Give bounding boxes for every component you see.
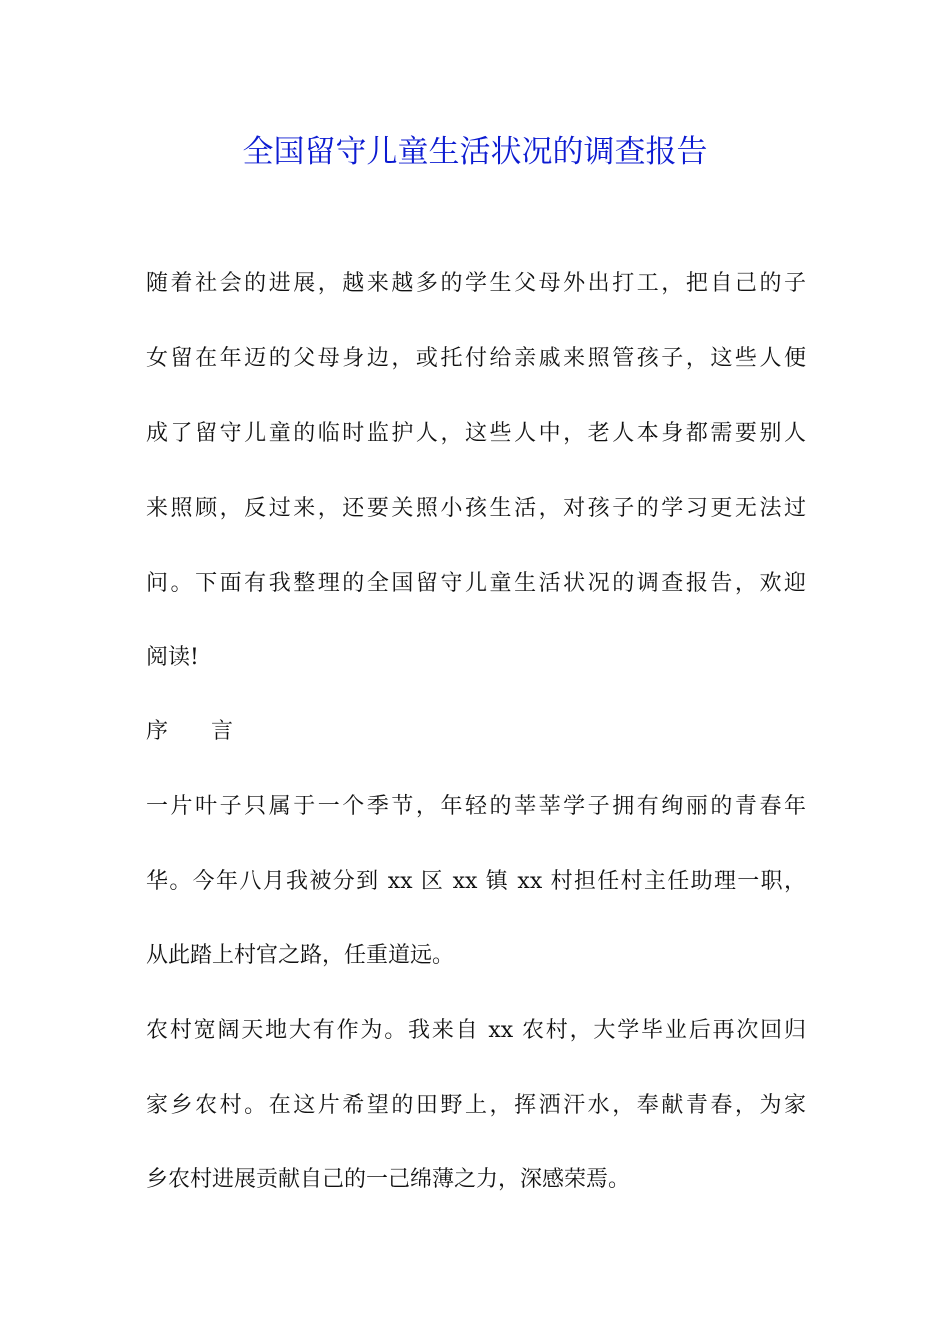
paragraph-line: 一片叶子只属于一个季节，年轻的莘莘学子拥有绚丽的青春年 [146,794,806,819]
document-title: 全国留守儿童生活状况的调查报告 [242,134,708,170]
paragraph-line: 来照顾，反过来，还要关照小孩生活，对孩子的学习更无法过 [146,496,806,521]
paragraph-line: 华。今年八月我被分到 xx 区 xx 镇 xx 村担任村主任助理一职， [146,869,806,894]
paragraph-line: 成了留守儿童的临时监护人，这些人中，老人本身都需要别人 [146,421,806,446]
section-heading: 序 言 [146,719,251,744]
paragraph-line: 问。下面有我整理的全国留守儿童生活状况的调查报告，欢迎 [146,571,806,596]
paragraph-line: 女留在年迈的父母身边，或托付给亲戚来照管孩子，这些人便 [146,346,806,371]
paragraph-line: 阅读! [146,645,199,670]
paragraph-line: 随着社会的进展，越来越多的学生父母外出打工，把自己的子 [146,271,806,296]
paragraph-line: 乡农村进展贡献自己的一己绵薄之力，深感荣焉。 [146,1167,631,1192]
paragraph-line: 农村宽阔天地大有作为。我来自 xx 农村，大学毕业后再次回归 [146,1018,806,1043]
paragraph-line: 从此踏上村官之路，任重道远。 [146,943,455,968]
paragraph-line: 家乡农村。在这片希望的田野上，挥洒汗水，奉献青春，为家 [146,1093,806,1118]
